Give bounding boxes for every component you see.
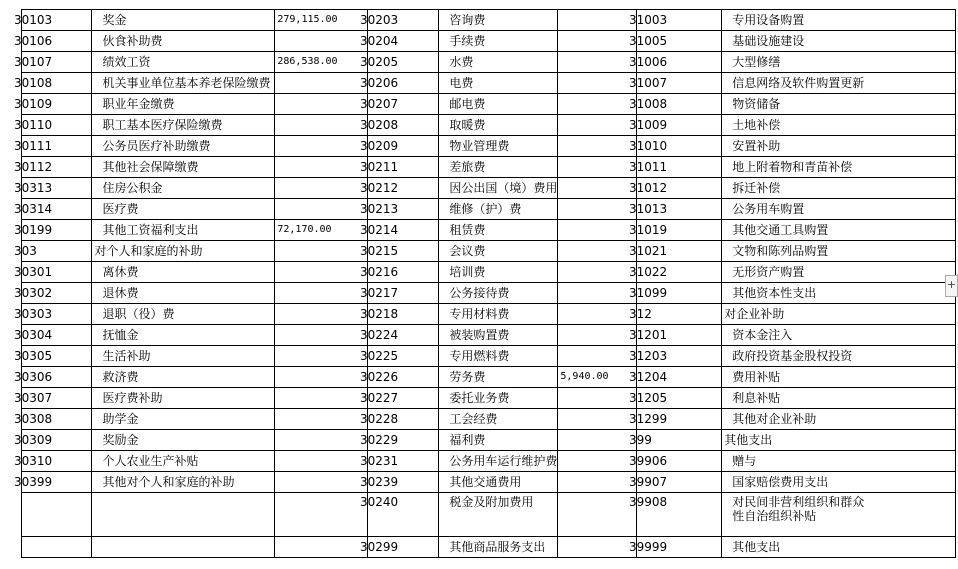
name-cell [92, 537, 275, 558]
code-cell: 30206 [367, 73, 438, 94]
code-cell: 30313 [22, 178, 92, 199]
amount-cell [275, 115, 368, 136]
amount-cell [275, 262, 368, 283]
code-cell: 30107 [22, 52, 92, 73]
amount-cell [275, 73, 368, 94]
code-cell: 39999 [637, 537, 722, 558]
table-row [22, 367, 956, 388]
code-cell: 31205 [637, 388, 722, 409]
name-cell: 专用材料费 [439, 304, 558, 325]
amount-cell [275, 136, 368, 157]
name-cell: 其他社会保障缴费 [92, 157, 275, 178]
code-cell: 30227 [367, 388, 438, 409]
code-cell: 30213 [367, 199, 438, 220]
name-cell: 个人农业生产补贴 [92, 451, 275, 472]
code-cell: 30207 [367, 94, 438, 115]
name-cell: 无形资产购置 [722, 262, 956, 283]
code-cell: 31005 [637, 31, 722, 52]
name-cell: 公务用车运行维护费 [439, 451, 558, 472]
name-cell: 医疗费 [92, 199, 275, 220]
name-cell: 差旅费 [439, 157, 558, 178]
code-cell: 31010 [637, 136, 722, 157]
name-cell: 奖励金 [92, 430, 275, 451]
table-row [22, 31, 956, 52]
code-cell: 30305 [22, 346, 92, 367]
code-cell [22, 493, 92, 537]
table-row [22, 115, 956, 136]
code-cell: 30111 [22, 136, 92, 157]
name-cell: 生活补助 [92, 346, 275, 367]
code-cell: 31201 [637, 325, 722, 346]
code-cell: 30307 [22, 388, 92, 409]
table-row [22, 178, 956, 199]
name-cell [92, 493, 275, 537]
name-cell: 资本金注入 [722, 325, 956, 346]
amount-cell [275, 451, 368, 472]
name-cell: 公务接待费 [439, 283, 558, 304]
amount-cell [558, 451, 637, 472]
table-row [22, 346, 956, 367]
name-cell: 取暖费 [439, 115, 558, 136]
code-cell: 30314 [22, 199, 92, 220]
name-line: 性自治组织补贴 [732, 509, 817, 523]
amount-cell [275, 157, 368, 178]
code-cell: 303 [22, 241, 92, 262]
name-cell: 公务用车购置 [722, 199, 956, 220]
code-cell: 30216 [367, 262, 438, 283]
amount-cell [558, 325, 637, 346]
code-cell: 31003 [637, 10, 722, 31]
amount-cell [275, 241, 368, 262]
amount-cell [558, 493, 637, 537]
code-cell: 31006 [637, 52, 722, 73]
code-cell: 30302 [22, 283, 92, 304]
code-cell: 30240 [367, 493, 438, 537]
amount-cell [275, 409, 368, 430]
table-row [22, 136, 956, 157]
amount-cell [558, 388, 637, 409]
name-cell: 会议费 [439, 241, 558, 262]
table-row [22, 388, 956, 409]
name-cell: 专用燃料费 [439, 346, 558, 367]
name-cell: 住房公积金 [92, 178, 275, 199]
amount-cell: 286,538.00 [275, 52, 368, 73]
name-cell: 绩效工资 [92, 52, 275, 73]
name-cell: 政府投资基金股权投资 [722, 346, 956, 367]
name-cell: 退休费 [92, 283, 275, 304]
amount-cell [558, 136, 637, 157]
code-cell: 31011 [637, 157, 722, 178]
name-cell: 医疗费补助 [92, 388, 275, 409]
expense-classification-table [14, 9, 956, 558]
name-cell: 委托业务费 [439, 388, 558, 409]
code-cell: 30215 [367, 241, 438, 262]
amount-cell [558, 199, 637, 220]
name-cell: 税金及附加费用 [439, 493, 558, 537]
amount-cell [275, 31, 368, 52]
amount-cell [275, 537, 368, 558]
name-cell: 离休费 [92, 262, 275, 283]
code-cell: 30304 [22, 325, 92, 346]
amount-cell [558, 472, 637, 493]
amount-cell [275, 199, 368, 220]
amount-cell: 279,115.00 [275, 10, 368, 31]
code-cell: 31299 [637, 409, 722, 430]
name-cell: 机关事业单位基本养老保险缴费 [92, 73, 275, 94]
code-cell: 30199 [22, 220, 92, 241]
code-cell: 31022 [637, 262, 722, 283]
code-cell: 30212 [367, 178, 438, 199]
name-cell: 公务员医疗补助缴费 [92, 136, 275, 157]
code-cell: 30231 [367, 451, 438, 472]
code-cell: 30209 [367, 136, 438, 157]
name-cell: 维修（护）费 [439, 199, 558, 220]
code-cell: 312 [637, 304, 722, 325]
name-cell: 租赁费 [439, 220, 558, 241]
name-cell: 安置补助 [722, 136, 956, 157]
name-cell: 大型修缮 [722, 52, 956, 73]
code-cell [22, 537, 92, 558]
table-row [22, 283, 956, 304]
code-cell: 31013 [637, 199, 722, 220]
name-cell: 其他支出 [722, 430, 956, 451]
code-cell: 30306 [22, 367, 92, 388]
table-row [22, 304, 956, 325]
name-cell: 抚恤金 [92, 325, 275, 346]
name-cell: 其他商品服务支出 [439, 537, 558, 558]
amount-cell [558, 10, 637, 31]
name-cell: 职工基本医疗保险缴费 [92, 115, 275, 136]
table-row [22, 325, 956, 346]
code-cell: 30214 [367, 220, 438, 241]
amount-cell [558, 346, 637, 367]
name-line: 对民间非营利组织和群众 [732, 495, 865, 509]
name-cell: 助学金 [92, 409, 275, 430]
amount-cell [558, 241, 637, 262]
name-cell: 救济费 [92, 367, 275, 388]
code-cell: 30228 [367, 409, 438, 430]
name-cell: 咨询费 [439, 10, 558, 31]
amount-cell [275, 493, 368, 537]
table-row [22, 241, 956, 262]
name-cell: 邮电费 [439, 94, 558, 115]
table-row [22, 493, 956, 537]
code-cell: 30103 [22, 10, 92, 31]
code-cell: 39908 [637, 493, 722, 537]
name-cell: 基础设施建设 [722, 31, 956, 52]
amount-cell [275, 472, 368, 493]
expand-button[interactable]: + [945, 275, 958, 297]
code-cell: 30303 [22, 304, 92, 325]
table-row [22, 10, 956, 31]
table-row [22, 430, 956, 451]
code-cell: 30110 [22, 115, 92, 136]
amount-cell [558, 115, 637, 136]
amount-cell [275, 283, 368, 304]
code-cell: 31009 [637, 115, 722, 136]
name-cell: 物资储备 [722, 94, 956, 115]
code-cell: 31099 [637, 283, 722, 304]
code-cell: 399 [637, 430, 722, 451]
table-row [22, 220, 956, 241]
code-cell: 30204 [367, 31, 438, 52]
table-row [22, 52, 956, 73]
name-cell: 工会经费 [439, 409, 558, 430]
name-cell: 其他工资福利支出 [92, 220, 275, 241]
amount-cell [275, 367, 368, 388]
name-cell: 劳务费 [439, 367, 558, 388]
name-cell: 其他资本性支出 [722, 283, 956, 304]
table-row [22, 157, 956, 178]
name-cell: 物业管理费 [439, 136, 558, 157]
amount-cell [275, 430, 368, 451]
amount-cell [558, 304, 637, 325]
amount-cell [275, 346, 368, 367]
name-cell: 奖金 [92, 10, 275, 31]
table-row [22, 199, 956, 220]
amount-cell [275, 94, 368, 115]
name-cell: 伙食补助费 [92, 31, 275, 52]
name-cell: 水费 [439, 52, 558, 73]
name-cell: 其他对个人和家庭的补助 [92, 472, 275, 493]
code-cell: 30218 [367, 304, 438, 325]
amount-cell [558, 409, 637, 430]
code-cell: 30229 [367, 430, 438, 451]
code-cell: 30226 [367, 367, 438, 388]
code-cell: 31007 [637, 73, 722, 94]
name-cell: 因公出国（境）费用 [439, 178, 558, 199]
code-cell: 30310 [22, 451, 92, 472]
amount-cell [558, 220, 637, 241]
table-row [22, 409, 956, 430]
amount-cell [558, 52, 637, 73]
table-row [22, 537, 956, 558]
name-cell: 其他支出 [722, 537, 956, 558]
code-cell: 30224 [367, 325, 438, 346]
code-cell: 31008 [637, 94, 722, 115]
amount-cell [558, 157, 637, 178]
code-cell: 30225 [367, 346, 438, 367]
table-row [22, 451, 956, 472]
amount-cell [275, 304, 368, 325]
amount-cell: 5,940.00 [558, 367, 637, 388]
code-cell: 30239 [367, 472, 438, 493]
code-cell: 31203 [637, 346, 722, 367]
amount-cell [558, 430, 637, 451]
amount-cell: 72,170.00 [275, 220, 368, 241]
code-cell: 30208 [367, 115, 438, 136]
table-row [22, 262, 956, 283]
code-cell: 30309 [22, 430, 92, 451]
name-cell: 土地补偿 [722, 115, 956, 136]
name-cell: 电费 [439, 73, 558, 94]
name-cell: 其他对企业补助 [722, 409, 956, 430]
name-cell: 对企业补助 [722, 304, 956, 325]
code-cell: 31204 [637, 367, 722, 388]
amount-cell [558, 94, 637, 115]
name-cell: 专用设备购置 [722, 10, 956, 31]
code-cell: 30108 [22, 73, 92, 94]
code-cell: 30205 [367, 52, 438, 73]
amount-cell [275, 178, 368, 199]
name-cell: 费用补贴 [722, 367, 956, 388]
code-cell: 31021 [637, 241, 722, 262]
name-cell: 国家赔偿费用支出 [722, 472, 956, 493]
code-cell: 39906 [637, 451, 722, 472]
amount-cell [558, 31, 637, 52]
amount-cell [275, 325, 368, 346]
name-cell: 文物和陈列品购置 [722, 241, 956, 262]
name-cell: 其他交通工具购置 [722, 220, 956, 241]
amount-cell [275, 388, 368, 409]
amount-cell [558, 178, 637, 199]
code-cell: 30112 [22, 157, 92, 178]
code-cell: 30308 [22, 409, 92, 430]
code-cell: 31012 [637, 178, 722, 199]
name-cell: 信息网络及软件购置更新 [722, 73, 956, 94]
table-row [22, 73, 956, 94]
amount-cell [558, 537, 637, 558]
amount-cell [558, 283, 637, 304]
name-cell: 手续费 [439, 31, 558, 52]
amount-cell [558, 73, 637, 94]
table-row [22, 94, 956, 115]
code-cell: 30106 [22, 31, 92, 52]
name-cell: 对个人和家庭的补助 [92, 241, 275, 262]
code-cell: 30109 [22, 94, 92, 115]
name-cell: 福利费 [439, 430, 558, 451]
name-cell: 其他交通费用 [439, 472, 558, 493]
code-cell: 39907 [637, 472, 722, 493]
amount-cell [558, 262, 637, 283]
name-cell [722, 493, 956, 537]
name-cell: 被装购置费 [439, 325, 558, 346]
name-cell: 赠与 [722, 451, 956, 472]
code-cell: 30399 [22, 472, 92, 493]
name-cell: 职业年金缴费 [92, 94, 275, 115]
name-cell: 利息补贴 [722, 388, 956, 409]
code-cell: 30301 [22, 262, 92, 283]
name-cell: 地上附着物和青苗补偿 [722, 157, 956, 178]
code-cell: 30217 [367, 283, 438, 304]
code-cell: 31019 [637, 220, 722, 241]
name-cell: 培训费 [439, 262, 558, 283]
name-cell: 拆迁补偿 [722, 178, 956, 199]
code-cell: 30299 [367, 537, 438, 558]
table-row [22, 472, 956, 493]
code-cell: 30203 [367, 10, 438, 31]
code-cell: 30211 [367, 157, 438, 178]
name-cell: 退职（役）费 [92, 304, 275, 325]
